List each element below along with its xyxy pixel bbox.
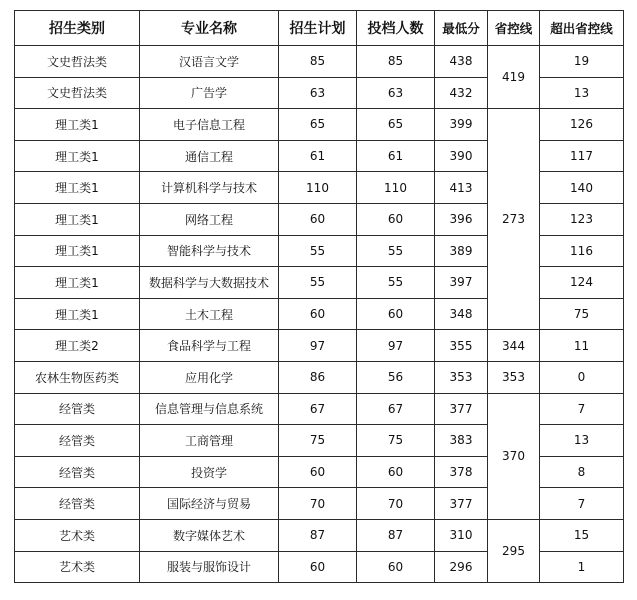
major-cell: 数据科学与大数据技术 — [140, 267, 279, 299]
category-cell: 文史哲法类 — [15, 46, 140, 78]
min-score-cell: 348 — [435, 298, 488, 330]
plan-cell: 97 — [279, 330, 357, 362]
major-cell: 工商管理 — [140, 425, 279, 457]
over-control-cell: 0 — [540, 361, 624, 393]
category-cell: 理工类1 — [15, 109, 140, 141]
control-line-cell: 353 — [488, 361, 540, 393]
min-score-cell: 377 — [435, 393, 488, 425]
enrolled-cell: 67 — [357, 393, 435, 425]
plan-cell: 65 — [279, 109, 357, 141]
category-cell: 理工类1 — [15, 172, 140, 204]
plan-cell: 60 — [279, 551, 357, 583]
category-cell: 经管类 — [15, 456, 140, 488]
enrolled-cell: 87 — [357, 519, 435, 551]
plan-cell: 61 — [279, 140, 357, 172]
min-score-cell: 413 — [435, 172, 488, 204]
category-cell: 农林生物医药类 — [15, 361, 140, 393]
table-row — [15, 361, 624, 393]
over-control-cell: 1 — [540, 551, 624, 583]
major-cell: 应用化学 — [140, 361, 279, 393]
over-control-cell: 140 — [540, 172, 624, 204]
control-line-cell: 419 — [488, 46, 540, 109]
header-over-control: 超出省控线 — [540, 11, 624, 46]
category-cell: 艺术类 — [15, 519, 140, 551]
over-control-cell: 13 — [540, 425, 624, 457]
category-cell: 理工类2 — [15, 330, 140, 362]
enrolled-cell: 61 — [357, 140, 435, 172]
plan-cell: 75 — [279, 425, 357, 457]
table-row — [15, 46, 624, 78]
plan-cell: 55 — [279, 235, 357, 267]
category-cell: 文史哲法类 — [15, 77, 140, 109]
header-plan: 招生计划 — [279, 11, 357, 46]
plan-cell: 85 — [279, 46, 357, 78]
over-control-cell: 75 — [540, 298, 624, 330]
min-score-cell: 389 — [435, 235, 488, 267]
over-control-cell: 7 — [540, 488, 624, 520]
enrolled-cell: 97 — [357, 330, 435, 362]
enrolled-cell: 75 — [357, 425, 435, 457]
major-cell: 国际经济与贸易 — [140, 488, 279, 520]
over-control-cell: 13 — [540, 77, 624, 109]
table-body — [15, 46, 624, 583]
major-cell: 计算机科学与技术 — [140, 172, 279, 204]
category-cell: 经管类 — [15, 425, 140, 457]
min-score-cell: 432 — [435, 77, 488, 109]
category-cell: 经管类 — [15, 488, 140, 520]
major-cell: 食品科学与工程 — [140, 330, 279, 362]
table-row — [15, 519, 624, 551]
major-cell: 汉语言文学 — [140, 46, 279, 78]
enrolled-cell: 55 — [357, 267, 435, 299]
enrolled-cell: 60 — [357, 456, 435, 488]
major-cell: 电子信息工程 — [140, 109, 279, 141]
header-row — [15, 11, 624, 46]
min-score-cell: 377 — [435, 488, 488, 520]
plan-cell: 63 — [279, 77, 357, 109]
plan-cell: 60 — [279, 298, 357, 330]
min-score-cell: 396 — [435, 203, 488, 235]
min-score-cell: 399 — [435, 109, 488, 141]
enrolled-cell: 85 — [357, 46, 435, 78]
plan-cell: 87 — [279, 519, 357, 551]
category-cell: 理工类1 — [15, 298, 140, 330]
header-control-line: 省控线 — [488, 11, 540, 46]
control-line-cell: 273 — [488, 109, 540, 330]
min-score-cell: 353 — [435, 361, 488, 393]
min-score-cell: 378 — [435, 456, 488, 488]
table-row — [15, 330, 624, 362]
admission-score-table — [14, 10, 624, 583]
enrolled-cell: 65 — [357, 109, 435, 141]
over-control-cell: 15 — [540, 519, 624, 551]
category-cell: 理工类1 — [15, 267, 140, 299]
over-control-cell: 124 — [540, 267, 624, 299]
control-line-cell: 370 — [488, 393, 540, 519]
enrolled-cell: 63 — [357, 77, 435, 109]
min-score-cell: 438 — [435, 46, 488, 78]
header-enrolled: 投档人数 — [357, 11, 435, 46]
over-control-cell: 117 — [540, 140, 624, 172]
major-cell: 通信工程 — [140, 140, 279, 172]
plan-cell: 60 — [279, 203, 357, 235]
major-cell: 网络工程 — [140, 203, 279, 235]
header-category: 招生类别 — [15, 11, 140, 46]
major-cell: 信息管理与信息系统 — [140, 393, 279, 425]
over-control-cell: 7 — [540, 393, 624, 425]
over-control-cell: 126 — [540, 109, 624, 141]
min-score-cell: 397 — [435, 267, 488, 299]
over-control-cell: 11 — [540, 330, 624, 362]
enrolled-cell: 56 — [357, 361, 435, 393]
header-major: 专业名称 — [140, 11, 279, 46]
enrolled-cell: 60 — [357, 551, 435, 583]
category-cell: 理工类1 — [15, 203, 140, 235]
major-cell: 广告学 — [140, 77, 279, 109]
major-cell: 智能科学与技术 — [140, 235, 279, 267]
enrolled-cell: 60 — [357, 203, 435, 235]
plan-cell: 67 — [279, 393, 357, 425]
category-cell: 理工类1 — [15, 235, 140, 267]
table-row — [15, 109, 624, 141]
major-cell: 土木工程 — [140, 298, 279, 330]
plan-cell: 70 — [279, 488, 357, 520]
min-score-cell: 390 — [435, 140, 488, 172]
plan-cell: 60 — [279, 456, 357, 488]
plan-cell: 86 — [279, 361, 357, 393]
major-cell: 服装与服饰设计 — [140, 551, 279, 583]
min-score-cell: 355 — [435, 330, 488, 362]
major-cell: 投资学 — [140, 456, 279, 488]
min-score-cell: 310 — [435, 519, 488, 551]
min-score-cell: 296 — [435, 551, 488, 583]
over-control-cell: 116 — [540, 235, 624, 267]
table-row — [15, 393, 624, 425]
enrolled-cell: 70 — [357, 488, 435, 520]
control-line-cell: 295 — [488, 519, 540, 582]
category-cell: 经管类 — [15, 393, 140, 425]
enrolled-cell: 110 — [357, 172, 435, 204]
header-min-score: 最低分 — [435, 11, 488, 46]
plan-cell: 55 — [279, 267, 357, 299]
plan-cell: 110 — [279, 172, 357, 204]
over-control-cell: 123 — [540, 203, 624, 235]
over-control-cell: 8 — [540, 456, 624, 488]
control-line-cell: 344 — [488, 330, 540, 362]
enrolled-cell: 60 — [357, 298, 435, 330]
over-control-cell: 19 — [540, 46, 624, 78]
enrolled-cell: 55 — [357, 235, 435, 267]
major-cell: 数字媒体艺术 — [140, 519, 279, 551]
category-cell: 艺术类 — [15, 551, 140, 583]
category-cell: 理工类1 — [15, 140, 140, 172]
min-score-cell: 383 — [435, 425, 488, 457]
